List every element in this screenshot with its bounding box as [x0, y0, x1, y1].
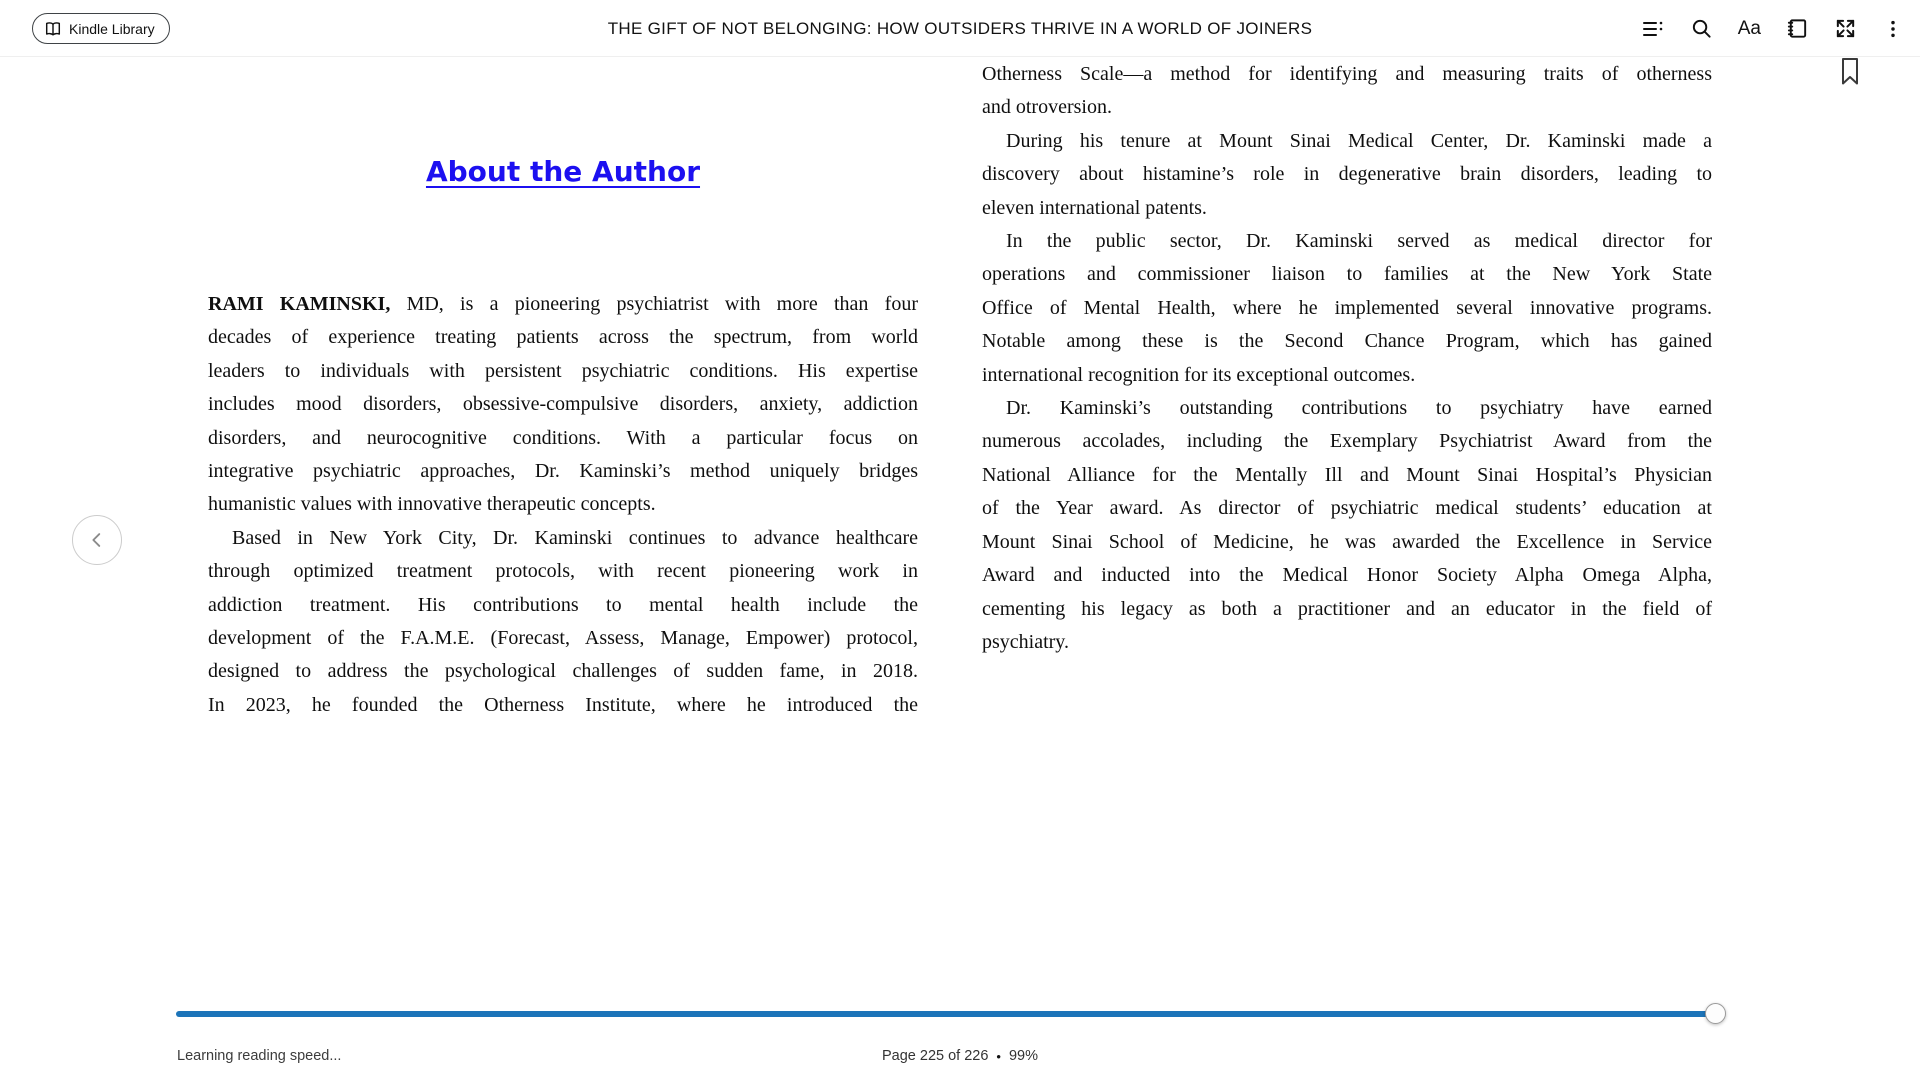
fullscreen-icon[interactable] — [1832, 15, 1859, 42]
page-layout-icon[interactable] — [1784, 15, 1811, 42]
text-line: humanistic values with innovative therapeutic concepts. — [208, 493, 656, 516]
open-book-icon — [44, 20, 62, 38]
text-line: numerous accolades, including the Exemplary Psychiatrist Award from the — [982, 430, 1712, 453]
percent-read-label: 99% — [1008, 1048, 1039, 1064]
text-line: Office of Mental Health, where he implemented several innovative programs. — [982, 296, 1712, 319]
book-title: THE GIFT OF NOT BELONGING: HOW OUTSIDERS THRIVE IN A WORLD OF JOINERS — [607, 18, 1313, 38]
top-toolbar — [0, 0, 1920, 57]
text-line: designed to address the psychological challenges of sudden fame, in 2018. — [208, 660, 918, 683]
page-number-label: Page 225 of 226 — [881, 1048, 989, 1064]
font-settings-icon[interactable] — [1736, 16, 1763, 42]
kindle-library-button[interactable] — [32, 13, 170, 44]
font-settings-label: Aa — [1737, 17, 1761, 39]
previous-page-button[interactable] — [72, 515, 122, 565]
text-line: Notable among these is the Second Chance Program, which has gained — [982, 330, 1712, 353]
text-line: international recognition for its exceptional outcomes. — [982, 363, 1416, 386]
text-line: Based in New York City, Dr. Kaminski continues to advance healthcare — [232, 526, 918, 549]
paragraph — [982, 392, 1712, 659]
page-column-left — [208, 288, 918, 722]
text-line: During his tenure at Mount Sinai Medical Center, Dr. Kaminski made a — [1006, 129, 1712, 152]
progress-slider-handle[interactable] — [1705, 1003, 1726, 1024]
notes-list-icon[interactable] — [1639, 15, 1667, 43]
text-line: In the public sector, Dr. Kaminski served as medical director for — [1006, 230, 1712, 253]
chapter-heading-link[interactable]: About the Author — [425, 155, 701, 188]
text-line: operations and commissioner liaison to families at the New York State — [982, 263, 1712, 286]
text-line: includes mood disorders, obsessive-compulsive disorders, anxiety, addiction — [208, 393, 918, 416]
text-line: Mount Sinai School of Medicine, he was awarded the Excellence in Service — [982, 530, 1712, 553]
text-line: eleven international patents. — [982, 196, 1207, 219]
text-line: cementing his legacy as both a practitioner and an educator in the field of — [982, 597, 1712, 620]
text-line: discovery about histamine’s role in degenerative brain disorders, leading to — [982, 163, 1712, 186]
search-icon[interactable] — [1688, 15, 1715, 42]
text-line: addiction treatment. His contributions to mental health include the — [208, 593, 918, 616]
chevron-left-icon — [86, 529, 108, 551]
reading-progress-slider[interactable] — [176, 1011, 1732, 1017]
reading-speed-status: Learning reading speed... — [177, 1048, 342, 1064]
text-line: Award and inducted into the Medical Honor Society Alpha Omega Alpha, — [982, 564, 1712, 587]
paragraph — [208, 522, 918, 722]
bullet-separator: • — [996, 1048, 1001, 1064]
text-line: RAMI KAMINSKI, MD, is a pioneering psychiatrist with more than four — [208, 293, 918, 315]
paragraph — [208, 288, 918, 522]
kindle-library-label: Kindle Library — [69, 20, 155, 37]
text-line: National Alliance for the Mentally Ill and Mount Sinai Hospital’s Physician — [982, 463, 1712, 486]
overflow-menu-icon[interactable] — [1880, 16, 1906, 42]
progress-fill — [176, 1011, 1716, 1017]
text-line: In 2023, he founded the Otherness Institute, where he introduced the — [208, 693, 918, 716]
text-line: leaders to individuals with persistent psychiatric conditions. His expertise — [208, 359, 918, 382]
bookmark-icon[interactable] — [1838, 57, 1862, 86]
text-line: disorders, and neurocognitive conditions. With a particular focus on — [208, 426, 918, 449]
text-line: integrative psychiatric approaches, Dr. Kaminski’s method uniquely bridges — [208, 460, 918, 483]
text-line: Otherness Scale—a method for identifying and measuring traits of otherness — [982, 63, 1712, 85]
toolbar-icon-row — [1639, 0, 1906, 57]
page-column-right — [982, 58, 1712, 659]
paragraph — [982, 125, 1712, 225]
text-line: and otroversion. — [982, 96, 1112, 119]
text-line: through optimized treatment protocols, with recent pioneering work in — [208, 560, 918, 583]
paragraph — [982, 225, 1712, 392]
text-line: decades of experience treating patients across the spectrum, from world — [208, 326, 918, 349]
text-line: development of the F.A.M.E. (Forecast, Assess, Manage, Empower) protocol, — [208, 627, 918, 650]
text-line: Dr. Kaminski’s outstanding contributions to psychiatry have earned — [1006, 397, 1712, 420]
text-line: psychiatry. — [982, 630, 1070, 653]
text-line: of the Year award. As director of psychiatric medical students’ education at — [982, 497, 1712, 520]
paragraph — [982, 58, 1712, 125]
